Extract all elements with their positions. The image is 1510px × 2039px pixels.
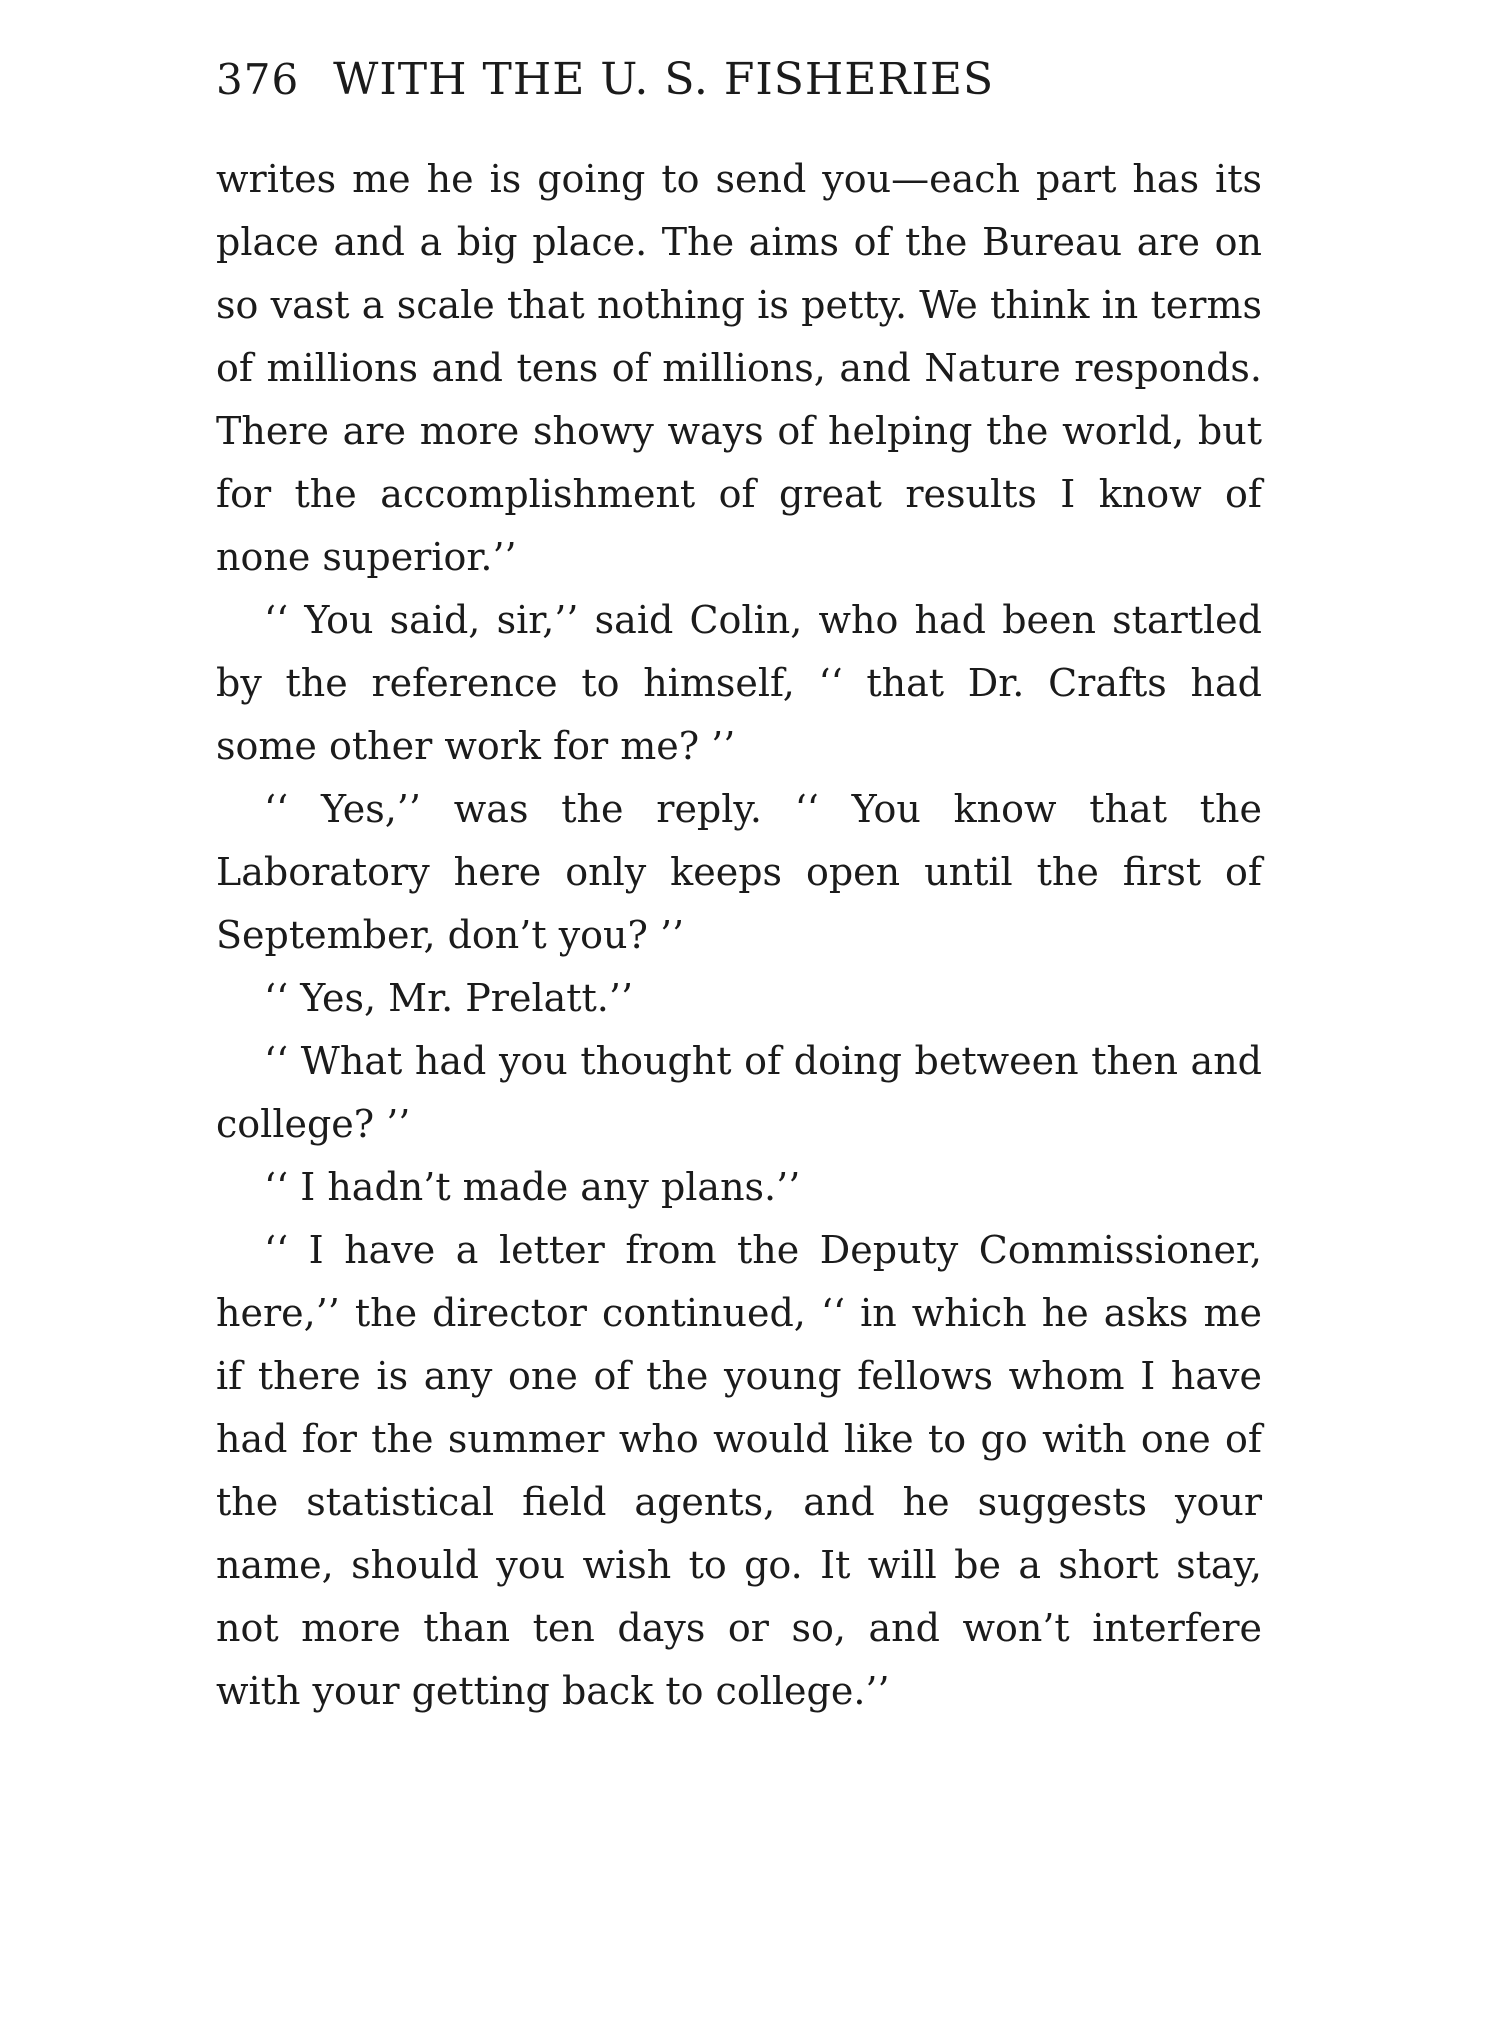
- running-head: [216, 54, 1262, 110]
- paragraph-5: ‘‘ What had you thought of doing between then and college? ’’: [216, 1039, 1262, 1146]
- paragraph-6: ‘‘ I hadn’t made any plans.’’: [264, 1165, 801, 1209]
- paragraph-4: ‘‘ Yes, Mr. Prelatt.’’: [264, 976, 634, 1020]
- body-text: [216, 148, 1262, 1723]
- paragraph-2: ‘‘ You said, sir,’’ said Colin, who had been startled by the reference to himself, ‘‘ that Dr. Crafts had some other work for me? ’’: [216, 598, 1262, 768]
- paragraph-1: writes me he is going to send you—each part has its place and a big place. The aims of the Bureau are on so vast a scale that nothing is petty. We think in terms of millions and tens of millions, and Nature responds. There are more showy ways of helping the world, but for the accomplishment of great results I know of none superior.’’: [216, 157, 1262, 579]
- paragraph-7: ‘‘ I have a letter from the Deputy Commissioner, here,’’ the director continued, ‘‘ in which he asks me if there is any one of the young fellows whom I have had for the summer who would like to go with one of the statistical field agents, and he suggests your name, should you wish to go. It will be a short stay, not more than ten days or so, and won’t interfere with your getting back to college.’’: [216, 1228, 1262, 1713]
- page-number: 376: [216, 55, 300, 104]
- book-page: [216, 54, 1262, 1723]
- paragraph-3: ‘‘ Yes,’’ was the reply. ‘‘ You know that the Laboratory here only keeps open until the first of September, don’t you? ’’: [216, 787, 1262, 957]
- running-title: WITH THE U. S. FISHERIES: [333, 54, 995, 105]
